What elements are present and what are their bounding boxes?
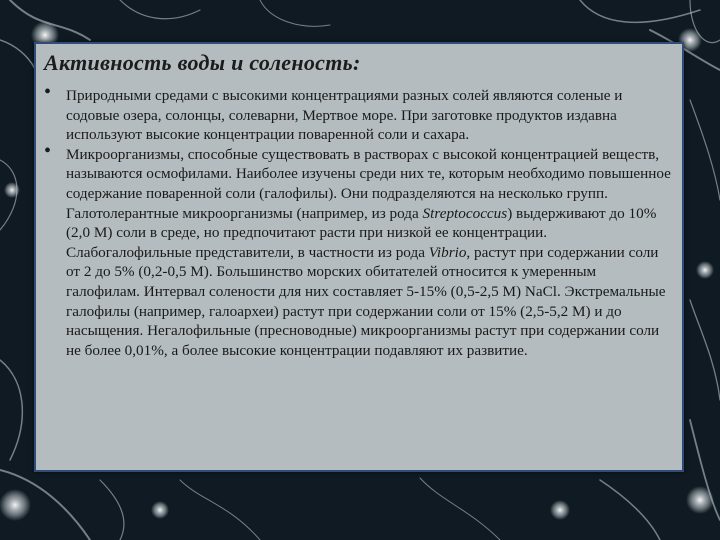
bullet-icon: • (44, 81, 52, 103)
bullet-list (44, 81, 672, 360)
bullet-item (44, 139, 672, 361)
bullet-text-part: , растут при содержании соли от 2 до 5% (0,2-0,5 М). Большинство морских обитателей относится к умеренным галофилам. Интервал солености для них составляет 5-15% (0,5-2,5 М) NaCl. Экстремальные галофилы (например, галоархеи) растут при содержании соли от 15% (2,5-5,2 М) и до насыщения. Негалофильные (пресноводные) микроорганизмы растут при содержании соли не более 0,01%, а более высокие концентрации подавляют их развитие. (66, 243, 666, 359)
bullet-text-part: ) выдерживают до 10% (2,0 М) соли в среде, но предпочитают расти при низкой ее концентрации. Слабогалофильные представители, в частности из рода (66, 204, 657, 261)
bullet-text: Природными средами с высокими концентрациями разных солей являются соленые и содовые озера, солонцы, солеварни, Мертвое море. При заготовке продуктов издавна используют высокие концентрации поваренной соли и сахара. (66, 87, 623, 144)
bullet-item (44, 81, 672, 145)
bullet-icon: • (44, 139, 52, 162)
bullet-text-part: Микроорганизмы, способные существовать в растворах с высокой концентрацией веществ, называются осмофилами. Наиболее изучены среди них те, которым необходимо повышенное содержание поваренной соли (галофилы). Они подразделяются на несколько групп. Галотолерантные микроорганизмы (например, из рода (66, 145, 671, 222)
genus-vibrio: Vibrio (428, 243, 467, 261)
slide-title: Активность воды и соленость: (44, 50, 361, 75)
genus-streptococcus: Streptococcus (422, 204, 508, 222)
